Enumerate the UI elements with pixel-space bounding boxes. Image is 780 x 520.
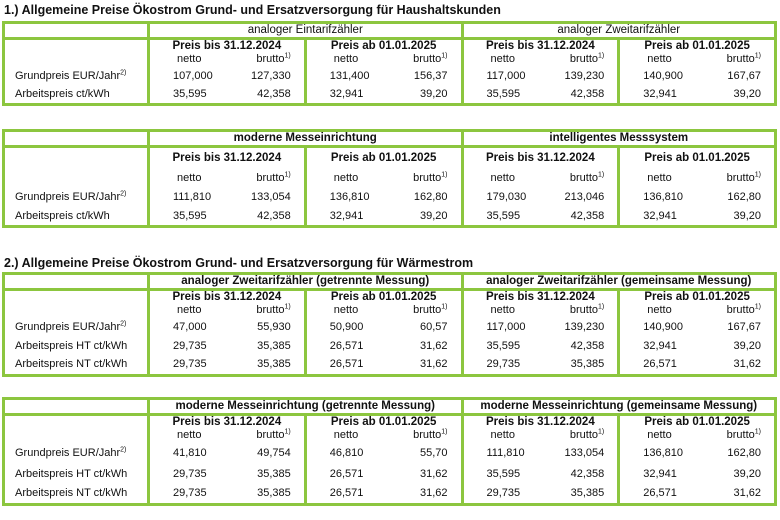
value-cell: 26,571 xyxy=(329,340,364,352)
row-label: Grundpreis EUR/Jahr xyxy=(15,446,121,459)
value-cell: 42,358 xyxy=(257,210,291,223)
period-header: Preis ab 01.01.2025 xyxy=(330,151,437,164)
value-cell: 35,595 xyxy=(486,210,521,223)
net-label: netto xyxy=(177,429,202,441)
price-table-waerme-modern xyxy=(2,397,777,506)
gross-label: brutto xyxy=(569,304,599,316)
value-cell: 39,20 xyxy=(419,210,448,223)
gross-label: brutto xyxy=(413,171,442,184)
value-cell: 35,385 xyxy=(257,358,291,371)
group-title: analoger Zweitarifzähler xyxy=(462,23,776,39)
value-cell: 167,67 xyxy=(727,69,761,82)
footnote-mark: 1) xyxy=(598,52,605,60)
value-cell: 29,735 xyxy=(173,340,207,352)
value-cell: 35,385 xyxy=(257,467,291,480)
gross-label: brutto xyxy=(256,429,285,441)
footnote-mark: 1) xyxy=(441,303,448,311)
period-header: Preis bis 31.12.2024 xyxy=(172,40,282,52)
value-cell: 47,000 xyxy=(173,320,207,333)
value-cell: 39,20 xyxy=(733,87,761,100)
value-cell: 32,941 xyxy=(643,87,677,100)
value-cell: 35,385 xyxy=(570,358,605,371)
net-label: netto xyxy=(647,429,672,441)
net-label: netto xyxy=(333,429,359,441)
value-cell: 213,046 xyxy=(564,191,605,203)
gross-label: brutto xyxy=(413,304,442,316)
value-cell: 127,330 xyxy=(250,69,291,82)
value-cell: 32,941 xyxy=(643,467,677,480)
value-cell: 139,230 xyxy=(564,320,605,333)
period-header: Preis bis 31.12.2024 xyxy=(486,416,595,428)
gross-label: brutto xyxy=(256,304,285,316)
net-label: netto xyxy=(177,53,202,65)
footnote-mark: 1) xyxy=(754,52,761,60)
net-label: netto xyxy=(333,53,359,65)
value-cell: 136,810 xyxy=(643,446,684,459)
price-table-haushalt-modern xyxy=(2,129,777,228)
value-cell: 35,385 xyxy=(257,340,291,352)
footnote-mark: 2) xyxy=(120,445,127,453)
value-cell: 42,358 xyxy=(570,210,605,223)
value-cell: 60,57 xyxy=(419,320,448,333)
value-cell: 49,754 xyxy=(257,446,291,459)
footnote-mark: 1) xyxy=(754,303,761,311)
group-title: analoger Zweitarifzähler (gemeinsame Messung) xyxy=(462,274,776,290)
price-table-waerme-analog xyxy=(2,272,777,377)
period-header: Preis ab 01.01.2025 xyxy=(644,151,750,164)
net-label: netto xyxy=(177,304,202,316)
value-cell: 136,810 xyxy=(643,191,684,203)
gross-label: brutto xyxy=(569,53,599,65)
value-cell: 29,735 xyxy=(486,358,521,371)
gross-label: brutto xyxy=(569,429,599,441)
value-cell: 26,571 xyxy=(329,486,364,499)
value-cell: 42,358 xyxy=(257,87,291,100)
group-title: analoger Zweitarifzähler (getrennte Messung) xyxy=(149,274,463,290)
value-cell: 42,358 xyxy=(570,340,605,352)
footnote-mark: 1) xyxy=(598,428,605,436)
gross-label: brutto xyxy=(256,53,285,65)
value-cell: 26,571 xyxy=(643,486,677,499)
row-label: Grundpreis EUR/Jahr xyxy=(15,320,121,333)
value-cell: 29,735 xyxy=(173,486,207,499)
footnote-mark: 1) xyxy=(754,171,761,179)
gross-label: brutto xyxy=(726,429,755,441)
value-cell: 167,67 xyxy=(727,320,761,333)
gross-label: brutto xyxy=(726,171,755,184)
net-label: netto xyxy=(647,171,672,184)
value-cell: 39,20 xyxy=(733,340,761,352)
value-cell: 156,37 xyxy=(413,69,448,82)
group-title: intelligentes Messsystem xyxy=(462,131,776,147)
footnote-mark: 1) xyxy=(598,171,605,179)
value-cell: 31,62 xyxy=(419,486,448,499)
value-cell: 32,941 xyxy=(329,210,364,223)
value-cell: 31,62 xyxy=(419,340,448,352)
value-cell: 35,595 xyxy=(173,210,207,223)
value-cell: 31,62 xyxy=(419,467,448,480)
value-cell: 179,030 xyxy=(486,191,527,203)
value-cell: 117,000 xyxy=(486,320,526,333)
value-cell: 29,735 xyxy=(486,486,521,499)
value-cell: 29,735 xyxy=(173,358,207,371)
row-label: Arbeitspreis NT ct/kWh xyxy=(15,358,128,371)
footnote-mark: 1) xyxy=(441,428,448,436)
row-label: Arbeitspreis ct/kWh xyxy=(15,87,110,100)
value-cell: 55,70 xyxy=(419,446,448,459)
footnote-mark: 2) xyxy=(120,68,127,76)
net-label: netto xyxy=(490,429,515,441)
value-cell: 32,941 xyxy=(643,340,677,352)
footnote-mark: 1) xyxy=(441,171,448,179)
value-cell: 140,900 xyxy=(643,69,684,82)
period-header: Preis ab 01.01.2025 xyxy=(644,40,750,52)
period-header: Preis bis 31.12.2024 xyxy=(486,291,595,303)
value-cell: 136,810 xyxy=(329,191,370,203)
net-label: netto xyxy=(177,171,202,184)
section-1-title: 1.) Allgemeine Preise Ökostrom Grund- und Ersatzversorgung für Haushaltskunden xyxy=(4,3,501,17)
gross-label: brutto xyxy=(413,53,442,65)
row-label: Arbeitspreis ct/kWh xyxy=(15,210,110,223)
row-label: Arbeitspreis NT ct/kWh xyxy=(15,486,128,499)
value-cell: 111,810 xyxy=(486,446,525,459)
value-cell: 32,941 xyxy=(643,210,677,223)
footnote-mark: 1) xyxy=(284,428,291,436)
footnote-mark: 2) xyxy=(120,190,127,198)
value-cell: 26,571 xyxy=(329,358,364,371)
footnote-mark: 1) xyxy=(284,303,291,311)
value-cell: 42,358 xyxy=(570,467,605,480)
net-label: netto xyxy=(647,53,672,65)
net-label: netto xyxy=(490,304,515,316)
period-header: Preis ab 01.01.2025 xyxy=(330,291,437,303)
period-header: Preis bis 31.12.2024 xyxy=(172,151,282,164)
footnote-mark: 2) xyxy=(120,319,127,327)
net-label: netto xyxy=(333,304,359,316)
value-cell: 26,571 xyxy=(329,467,364,480)
value-cell: 39,20 xyxy=(733,210,761,223)
group-title: moderne Messeinrichtung xyxy=(149,131,463,147)
value-cell: 32,941 xyxy=(329,87,364,100)
net-label: netto xyxy=(490,53,515,65)
price-table-haushalt-analog xyxy=(2,21,777,106)
value-cell: 41,810 xyxy=(173,446,207,459)
footnote-mark: 1) xyxy=(441,52,448,60)
period-header: Preis ab 01.01.2025 xyxy=(330,416,437,428)
value-cell: 50,900 xyxy=(329,320,364,333)
value-cell: 162,80 xyxy=(413,191,448,203)
value-cell: 39,20 xyxy=(733,467,761,480)
footnote-mark: 1) xyxy=(598,303,605,311)
footnote-mark: 1) xyxy=(284,171,291,179)
value-cell: 35,595 xyxy=(173,87,207,100)
value-cell: 31,62 xyxy=(419,358,448,371)
period-header: Preis ab 01.01.2025 xyxy=(644,416,750,428)
value-cell: 162,80 xyxy=(727,446,761,459)
period-header: Preis bis 31.12.2024 xyxy=(486,151,595,164)
period-header: Preis bis 31.12.2024 xyxy=(172,291,282,303)
value-cell: 55,930 xyxy=(257,320,291,333)
value-cell: 107,000 xyxy=(173,69,213,82)
value-cell: 35,595 xyxy=(486,87,521,100)
value-cell: 133,054 xyxy=(250,191,291,203)
value-cell: 35,385 xyxy=(257,486,291,499)
gross-label: brutto xyxy=(413,429,442,441)
value-cell: 131,400 xyxy=(329,69,370,82)
net-label: netto xyxy=(490,171,515,184)
value-cell: 42,358 xyxy=(570,87,605,100)
value-cell: 35,385 xyxy=(570,486,605,499)
gross-label: brutto xyxy=(569,171,599,184)
footnote-mark: 1) xyxy=(754,428,761,436)
footnote-mark: 1) xyxy=(284,52,291,60)
value-cell: 140,900 xyxy=(643,320,684,333)
period-header: Preis bis 31.12.2024 xyxy=(172,416,282,428)
value-cell: 29,735 xyxy=(173,467,207,480)
period-header: Preis ab 01.01.2025 xyxy=(330,40,437,52)
value-cell: 46,810 xyxy=(329,446,364,459)
value-cell: 35,595 xyxy=(486,467,521,480)
row-label: Grundpreis EUR/Jahr xyxy=(15,191,121,203)
net-label: netto xyxy=(333,171,359,184)
period-header: Preis bis 31.12.2024 xyxy=(486,40,595,52)
value-cell: 31,62 xyxy=(733,358,761,371)
value-cell: 139,230 xyxy=(564,69,605,82)
value-cell: 133,054 xyxy=(564,446,605,459)
section-2-title: 2.) Allgemeine Preise Ökostrom Grund- und Ersatzversorgung für Wärmestrom xyxy=(4,256,474,270)
value-cell: 117,000 xyxy=(486,69,526,82)
value-cell: 39,20 xyxy=(419,87,448,100)
row-label: Arbeitspreis HT ct/kWh xyxy=(15,340,128,352)
value-cell: 111,810 xyxy=(173,191,212,203)
value-cell: 162,80 xyxy=(727,191,761,203)
value-cell: 26,571 xyxy=(643,358,677,371)
row-label: Grundpreis EUR/Jahr xyxy=(15,69,121,82)
gross-label: brutto xyxy=(726,53,755,65)
value-cell: 31,62 xyxy=(733,486,761,499)
net-label: netto xyxy=(647,304,672,316)
gross-label: brutto xyxy=(256,171,285,184)
gross-label: brutto xyxy=(726,304,755,316)
period-header: Preis ab 01.01.2025 xyxy=(644,291,750,303)
value-cell: 35,595 xyxy=(486,340,521,352)
group-title: moderne Messeinrichtung (getrennte Messung) xyxy=(149,399,463,415)
group-title: moderne Messeinrichtung (gemeinsame Messung) xyxy=(462,399,776,415)
group-title: analoger Eintarifzähler xyxy=(149,23,463,39)
row-label: Arbeitspreis HT ct/kWh xyxy=(15,467,128,480)
